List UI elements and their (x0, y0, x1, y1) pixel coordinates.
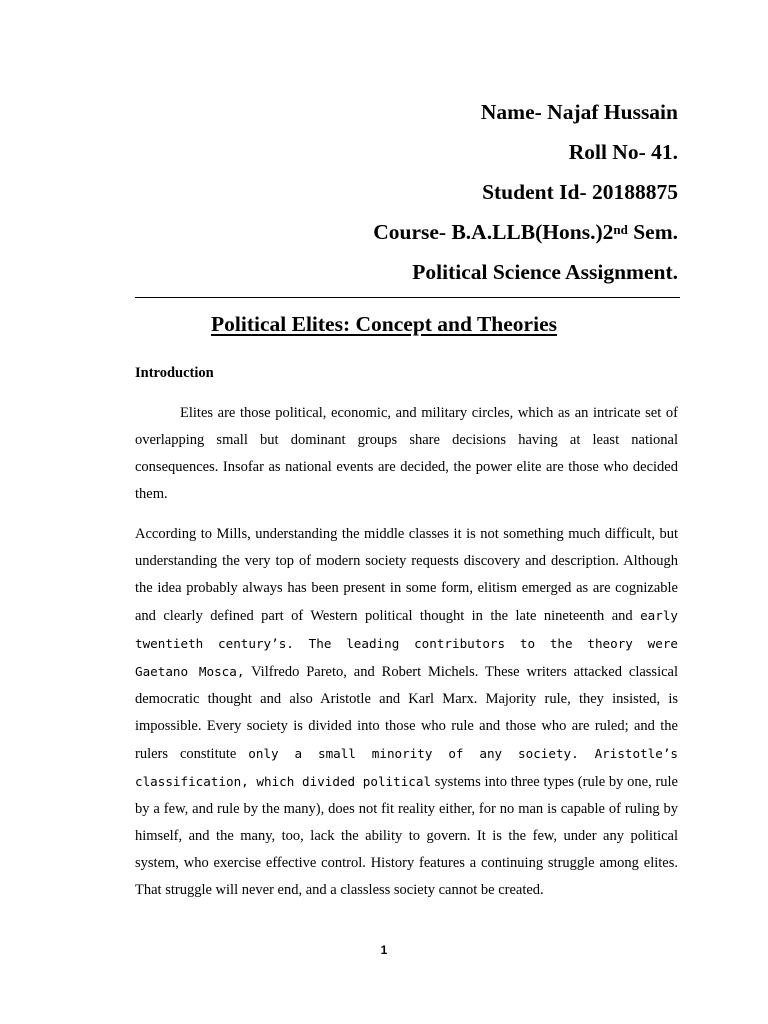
paragraph-text: According to Mills, understanding the middle classes it is not something much difficult, but understanding the very top of modern society requests discovery and description. Although the idea probably always has been present in some form, elitism emerged as are cognizable and clearly defined part of Western political thought in the late nineteenth and (135, 526, 678, 624)
student-info-block (373, 92, 678, 292)
paragraph-text: systems into three types (rule by one, rule by a few, and rule by the many), does not fit reality either, for no man is capable of ruling by himself, and the many, too, lack the ability to govern. It is the few, under any political system, who exercise effective control. History features a continuing struggle among elites. That struggle will never end, and a classless society cannot be created. (135, 774, 678, 898)
document-title (0, 312, 768, 337)
paragraph (135, 521, 678, 904)
assignment-label: Political Science Assignment. (412, 260, 678, 284)
horizontal-divider (135, 297, 680, 298)
course (373, 212, 678, 252)
document-title-text: Political Elites: Concept and Theories (211, 312, 557, 336)
paragraph-text: Vilfredo Pareto, and Robert Michels. These writers attacked classical democratic thought and also Aristotle and Karl Marx. Majority rule, they insisted, is impossible. Every society is divided into those who rule and those who are ruled; and the rulers constitute (135, 664, 679, 762)
paragraph-text-mono: only a small minority of any society. Aristotle’s classification, which divided political (135, 746, 678, 789)
course-suffix: Sem. (627, 220, 678, 244)
section-heading: Introduction (135, 365, 214, 381)
paragraph: Elites are those political, economic, and military circles, which as an intricate set of overlapping small but dominant groups share decisions having at least national consequences. Insofar as national events are decided, the power elite are those who decided them. (135, 405, 678, 502)
student-name: Name- Najaf Hussain (480, 100, 678, 124)
course-prefix: Course- B.A.LLB(Hons.)2 (373, 220, 614, 244)
roll-number: Roll No- 41. (568, 140, 678, 164)
student-id: Student Id- 20188875 (482, 180, 678, 204)
paragraph-text-mono: early twentieth century’s. The leading contributors to the theory were Gaetano Mosca, (135, 608, 678, 679)
page-number: 1 (380, 943, 388, 957)
course-superscript: nd (613, 222, 628, 237)
